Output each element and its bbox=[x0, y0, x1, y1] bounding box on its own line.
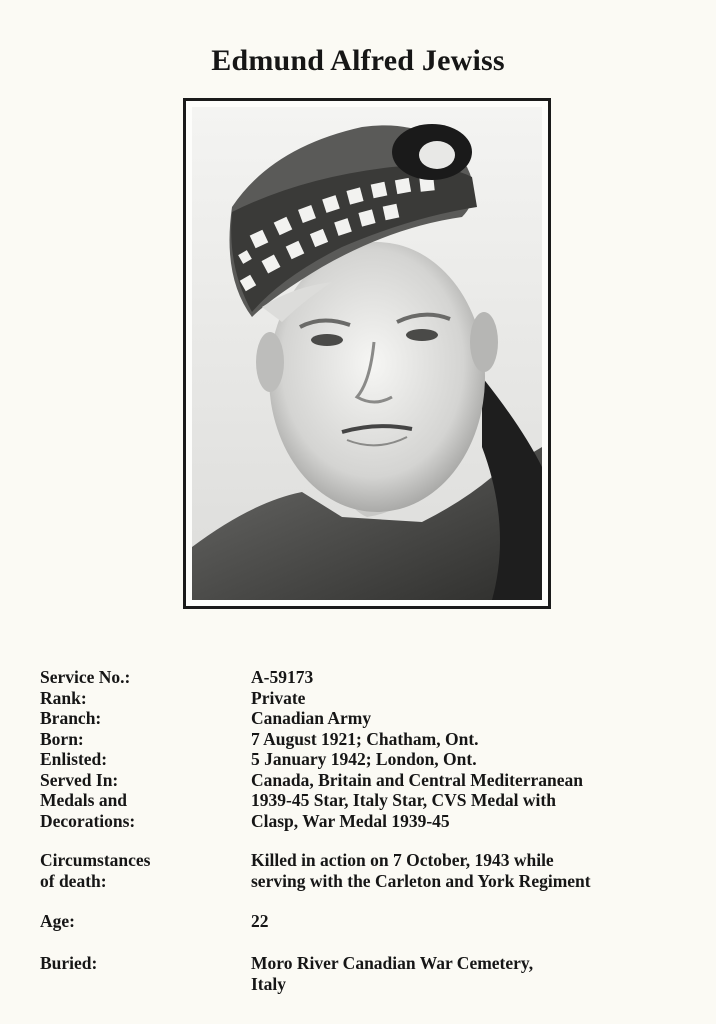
detail-label: Service No.: bbox=[40, 667, 131, 687]
detail-label: Born: bbox=[40, 728, 84, 749]
detail-value: Killed in action on 7 October, 1943 while bbox=[251, 850, 554, 870]
detail-label: Medals and bbox=[40, 790, 128, 810]
detail-value: Italy bbox=[251, 973, 286, 994]
detail-value: Canadian Army bbox=[251, 708, 372, 728]
detail-value: Private bbox=[251, 687, 306, 708]
detail-value: Moro River Canadian War Cemetery, bbox=[251, 953, 534, 973]
detail-value: 5 January 1942; London, Ont. bbox=[251, 749, 477, 769]
detail-value: 1939-45 Star, Italy Star, CVS Medal with bbox=[251, 790, 556, 810]
detail-value: 7 August 1921; Chatham, Ont. bbox=[251, 728, 479, 749]
detail-label: Enlisted: bbox=[40, 749, 108, 769]
detail-label: Decorations: bbox=[40, 810, 136, 831]
page-title: Edmund Alfred Jewiss bbox=[211, 44, 505, 77]
detail-label: Rank: bbox=[40, 687, 87, 708]
portrait-photo bbox=[192, 107, 542, 600]
detail-label: of death: bbox=[40, 870, 107, 891]
detail-label: Buried: bbox=[40, 953, 98, 973]
detail-label: Served In: bbox=[40, 769, 119, 790]
detail-value: Clasp, War Medal 1939-45 bbox=[251, 810, 450, 831]
detail-value: serving with the Carleton and York Regiment bbox=[251, 870, 591, 891]
portrait-frame bbox=[183, 98, 551, 609]
detail-value: 22 bbox=[251, 911, 269, 931]
detail-label: Circumstances bbox=[40, 850, 151, 870]
detail-value: Canada, Britain and Central Mediterranean bbox=[251, 769, 584, 790]
detail-label: Branch: bbox=[40, 708, 102, 728]
detail-value: A-59173 bbox=[251, 667, 314, 687]
detail-label: Age: bbox=[40, 911, 75, 931]
